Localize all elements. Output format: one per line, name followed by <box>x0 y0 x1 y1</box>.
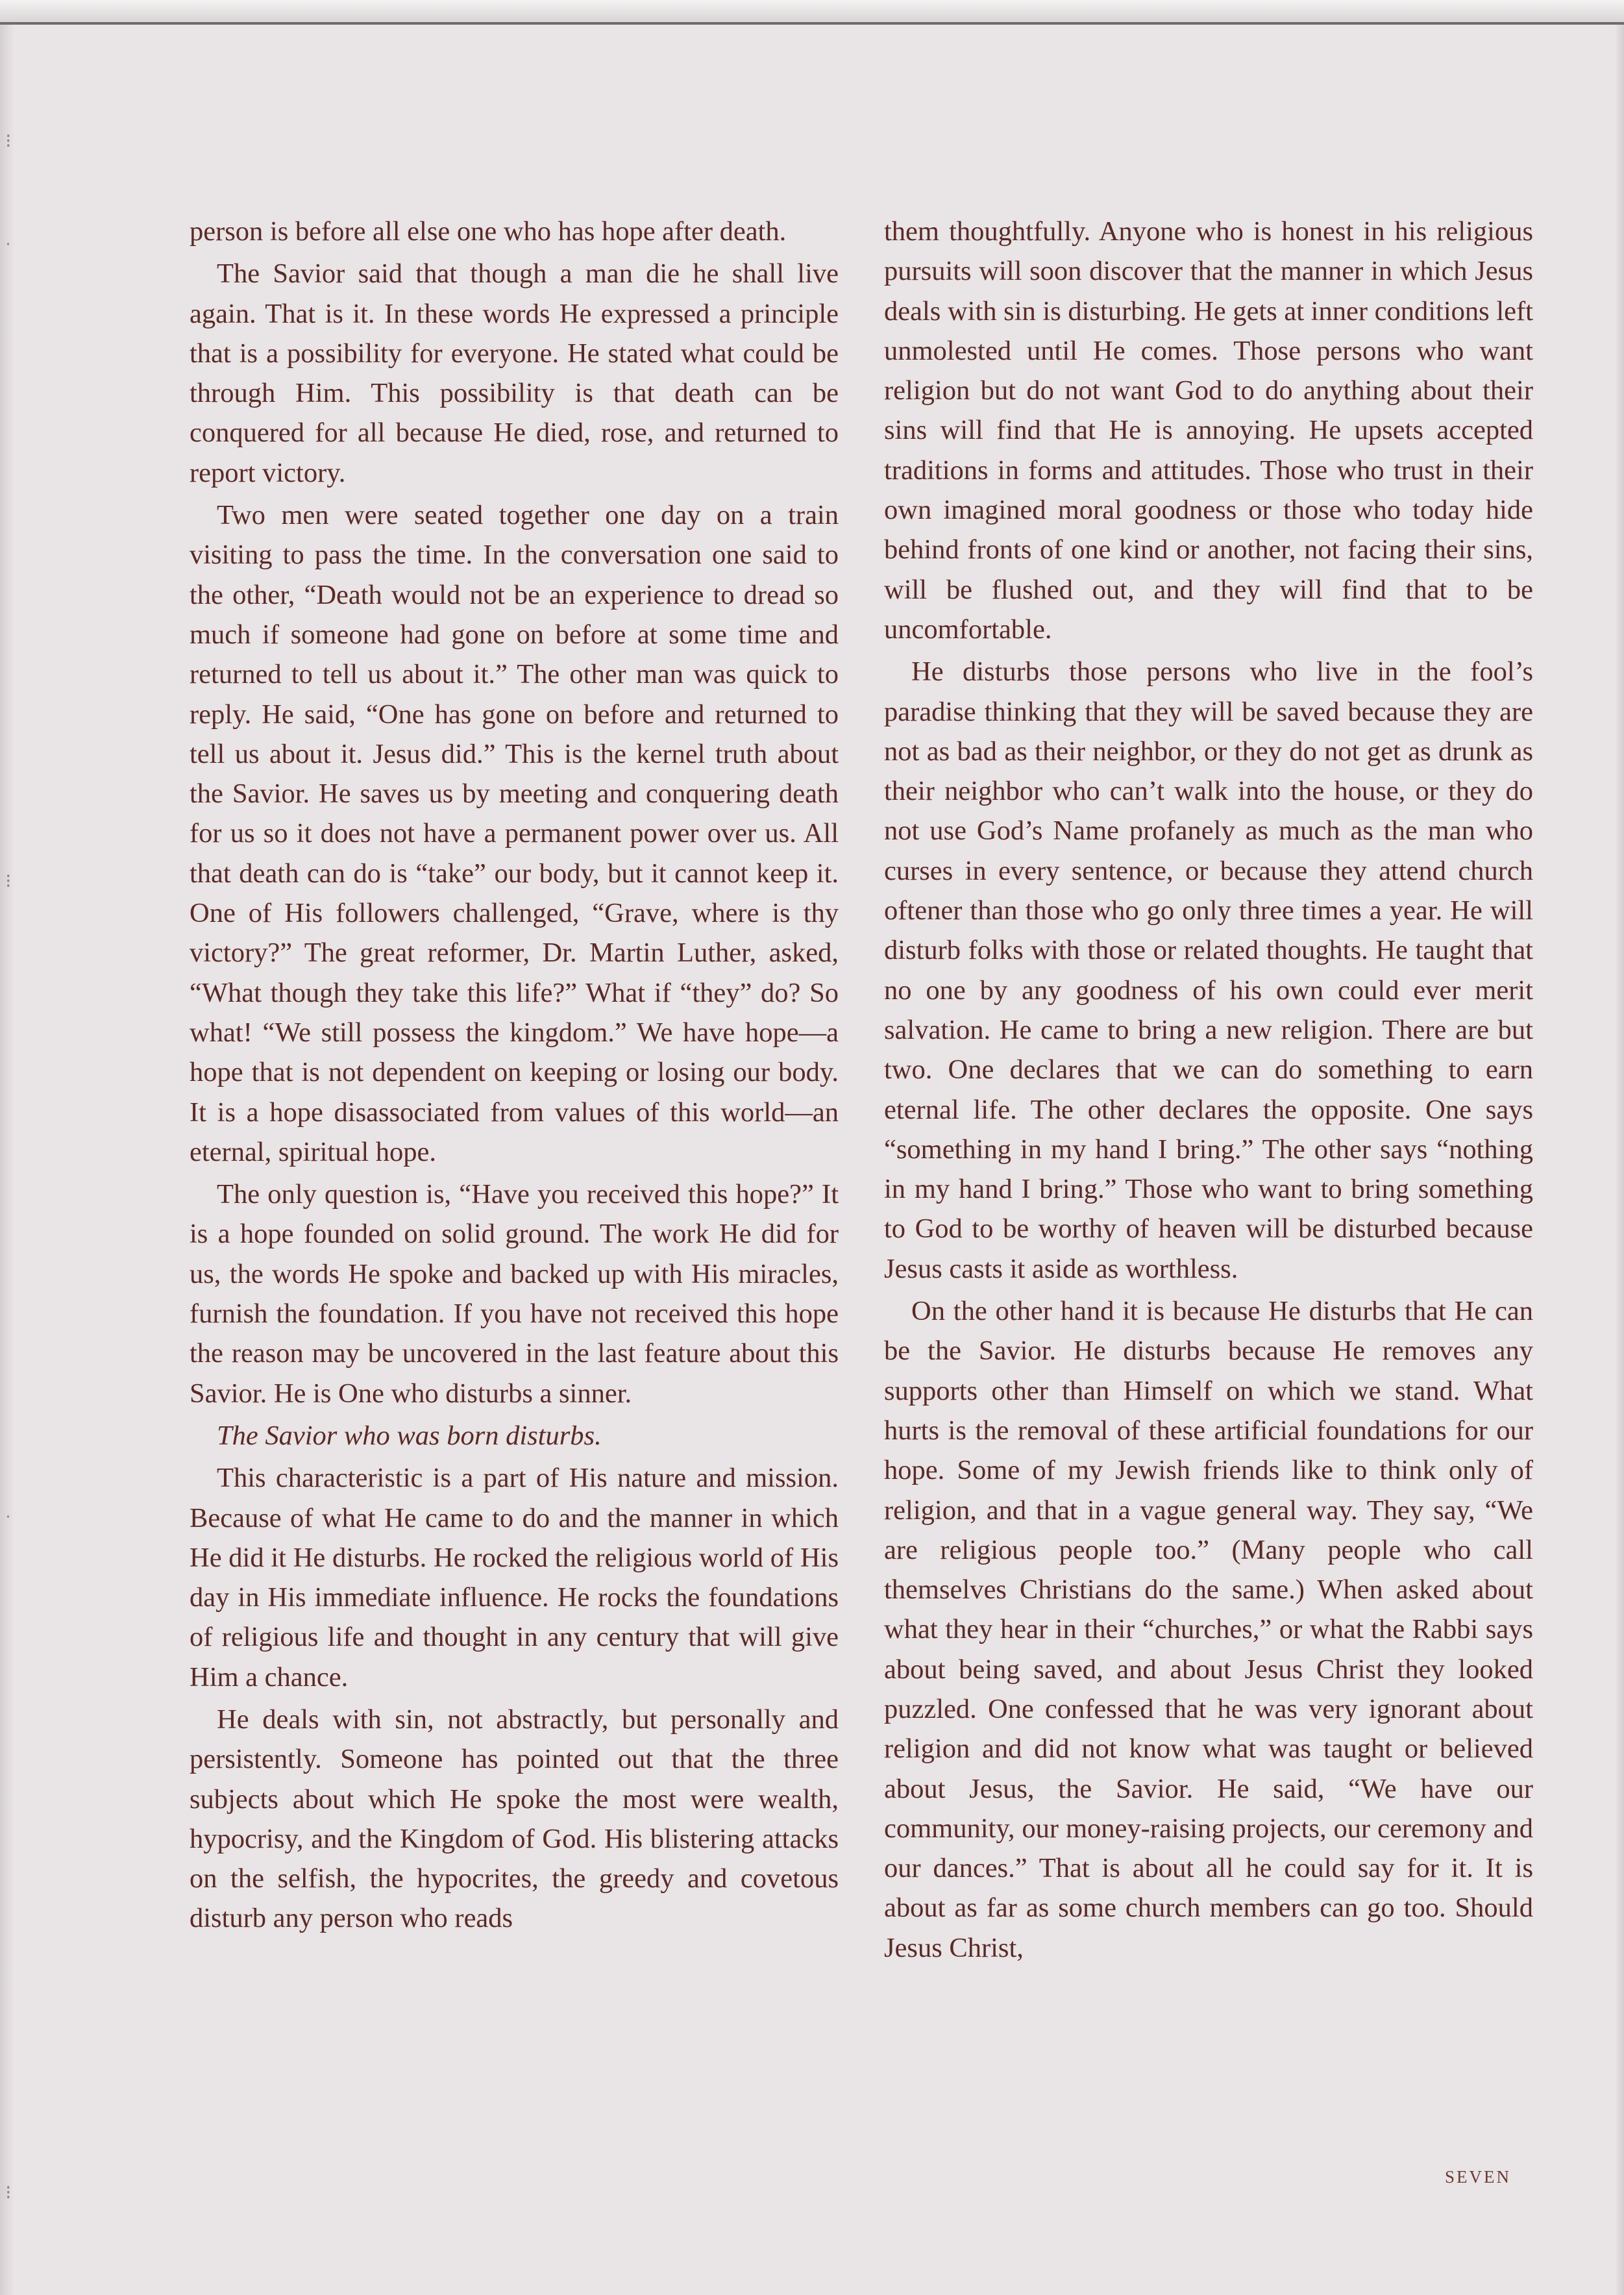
paragraph: person is before all else one who has hope after death. <box>190 216 787 247</box>
page-left-edge <box>0 25 14 2295</box>
paragraph: This characteristic is a part of His nature and mission. Because of what He came to do and the manner in which He did it He disturbs. He rocked the religious world of His day in His immediate influence. He rocks the foundations of religious life and thought in any century that will give Him a chance. <box>190 1463 839 1693</box>
section-heading: The Savior who was born disturbs. <box>217 1420 602 1451</box>
left-text-column <box>190 212 839 1941</box>
paragraph: Two men were seated together one day on a train visiting to pass the time. In the conversation one said to the other, “Death would not be an experience to dread so much if someone had gone on before at some time and returned to tell us about it.” The other man was quick to reply. He said, “One has gone on before and returned to tell us about it. Jesus did.” This is the kernel truth about the Savior. He saves us by meeting and conquering death for us so it does not have a permanent power over us. All that death can do is “take” our body, but it cannot keep it. One of His followers challenged, “Grave, where is thy victory?” The great reformer, Dr. Martin Luther, asked, “What though they take this life?” What if “they” do? So what! “We still possess the kingdom.” We have hope—a hope that is not dependent on keeping or losing our body. It is a hope disassociated from values of this world—an eternal, spiritual hope. <box>190 500 839 1167</box>
paragraph: He disturbs those persons who live in the fool’s paradise thinking that they will be saved because they are not as bad as their neighbor, or they do not get as drunk as their neighbor who can’t walk into the house, or they do not use God’s Name profanely as much as the man who curses in every sentence, or because they attend church oftener than those who go only three times a year. He will disturb folks with those or related thoughts. He taught that no one by any goodness of his own could ever merit salvation. He came to bring a new religion. There are but two. One declares that we can do something to earn eternal life. The other declares the opposite. One says “something in my hand I bring.” The other says “nothing in my hand I bring.” Those who want to bring something to God to be worthy of heaven will be disturbed because Jesus casts it aside as worthless. <box>884 656 1533 1284</box>
paragraph: The Savior said that though a man die he shall live again. That is it. In these words He expressed a principle that is a possibility for everyone. He stated what could be through Him. This possibility is that death can be conquered for all because He died, rose, and returned to report victory. <box>190 258 839 488</box>
page-top-edge <box>0 0 1624 25</box>
paragraph: The only question is, “Have you received this hope?” It is a hope founded on solid ground. The work He did for us, the words He spoke and backed up with His miracles, furnish the foundation. If you have not received this hope the reason may be uncovered in the last feature about this Savior. He is One who disturbs a sinner. <box>190 1179 839 1409</box>
page-right-edge <box>1615 25 1624 2295</box>
binding-mark: ⁝ <box>5 2181 12 2204</box>
binding-mark: ᐧ <box>5 1506 10 1529</box>
binding-mark: ⁝ <box>5 130 12 153</box>
right-text-column <box>884 212 1533 1970</box>
paragraph: On the other hand it is because He disturbs that He can be the Savior. He disturbs because He removes any supports other than Himself on which we stand. What hurts is the removal of these artificial foundations for our hope. Some of my Jewish friends like to think only of religion, and that in a vague general way. They say, “We are religious people too.” (Many people who call themselves Christians do the same.) When asked about what they hear in their “churches,” or what the Rabbi says about being saved, and about Jesus Christ they looked puzzled. One confessed that he was very ignorant about religion and did not know what was taught or believed about Jesus, the Savior. He said, “We have our community, our money-raising projects, our ceremony and our dances.” That is about all he could say for it. It is about as far as some church members can go too. Should Jesus Christ, <box>884 1296 1533 1963</box>
paragraph: He deals with sin, not abstractly, but personally and persistently. Someone has pointed out that the three subjects about which He spoke the most were wealth, hypocrisy, and the Kingdom of God. His blistering attacks on the selfish, the hypocrites, the greedy and covetous disturb any person who reads <box>190 1704 839 1934</box>
page-number: SEVEN <box>1445 2167 1511 2187</box>
binding-mark: ᐧ <box>5 234 10 256</box>
binding-mark: ⁝ <box>5 870 12 893</box>
paragraph: them thoughtfully. Anyone who is honest in his religious pursuits will soon discover that the manner in which Jesus deals with sin is disturbing. He gets at inner conditions left unmolested until He comes. Those persons who want religion but do not want God to do anything about their sins will find that He is annoying. He upsets accepted traditions in forms and attitudes. Those who trust in their own imagined moral goodness or those who today hide behind fronts of one kind or another, not facing their sins, will be flushed out, and they will find that to be uncomfortable. <box>884 216 1533 645</box>
